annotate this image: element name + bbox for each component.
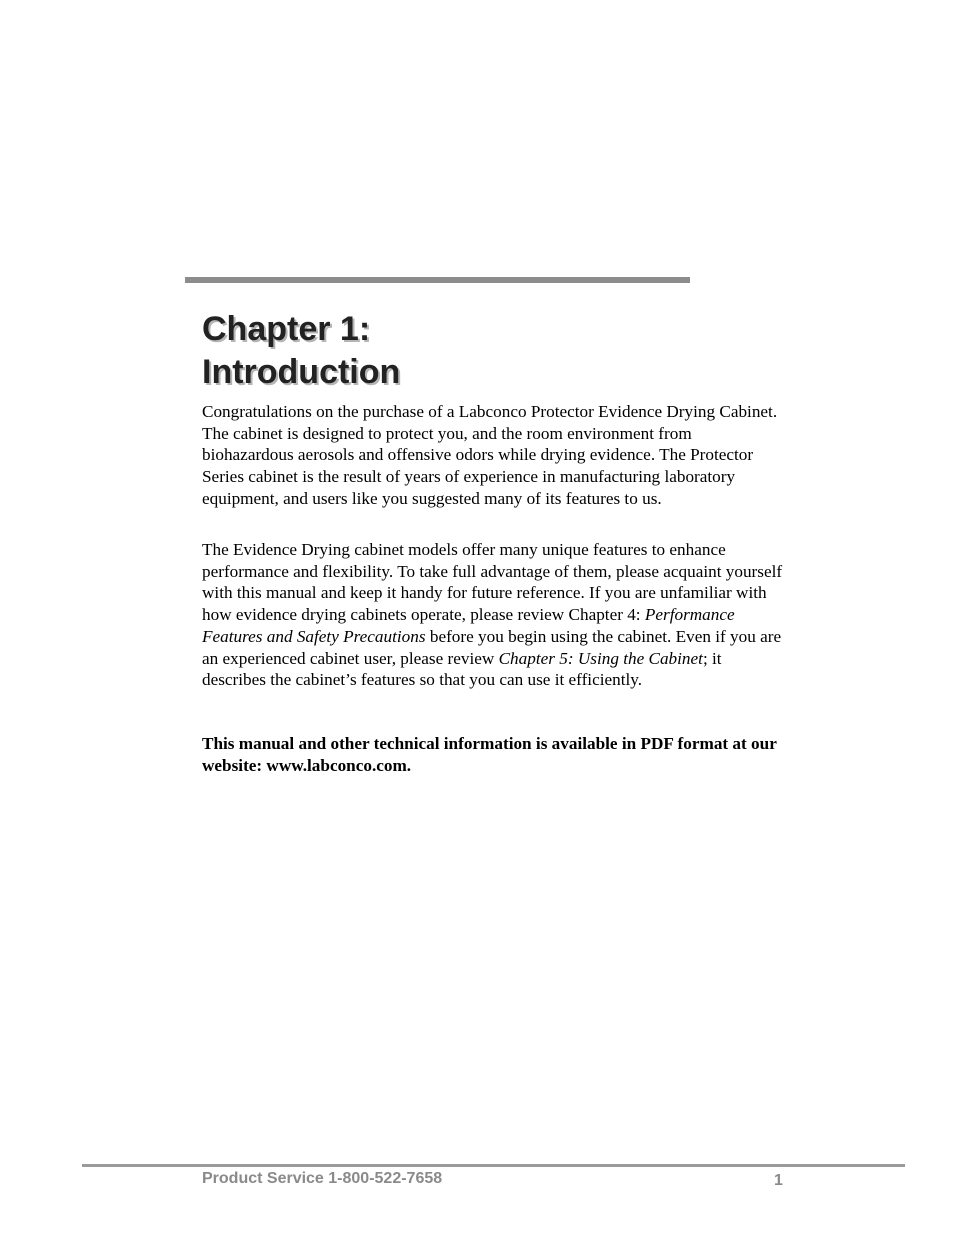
footer-product-service: Product Service 1-800-522-7658 bbox=[202, 1170, 443, 1187]
chapter-top-rule bbox=[185, 277, 690, 283]
chapter-4-reference: Performance Features and Safety Precautions bbox=[202, 605, 735, 646]
intro-paragraph-text: Congratulations on the purchase of a Labconco Protector Evidence Drying Cabinet. The cabinet is designed to protect you, and the room environment from biohazardous aerosols and offensive odors while drying evidence. The Protector Series cabinet is the result of years of experience in manufacturing laboratory equipment, and users like you suggested many of its features to us. bbox=[202, 402, 778, 508]
chapter-number: Chapter 1: bbox=[202, 310, 371, 348]
features-paragraph-text bbox=[202, 539, 787, 691]
features-text-part1: The Evidence Drying cabinet models offer many unique features to enhance performance and flexibility. To take full advantage of them, please acquaint yourself with this manual and keep it handy for future reference. If you are unfamiliar with how evidence drying cabinets operate, please review Chapter 4: bbox=[202, 540, 783, 625]
chapter-name: Introduction bbox=[202, 353, 401, 391]
website-notice bbox=[202, 733, 787, 776]
chapter-title bbox=[202, 308, 400, 394]
features-text-part3: ; it describes the cabinet’s features so that you can use it efficiently. bbox=[202, 648, 722, 690]
features-paragraph bbox=[202, 539, 787, 691]
chapter-5-reference: Chapter 5: Using the Cabinet bbox=[498, 648, 703, 668]
website-notice-text: This manual and other technical information is available in PDF format at our website: www.labconco.com. bbox=[202, 734, 777, 775]
intro-paragraph bbox=[202, 401, 787, 510]
footer-rule bbox=[82, 1164, 905, 1167]
page-number: 1 bbox=[774, 1172, 783, 1189]
features-text-part2: before you begin using the cabinet. Even if you are an experienced cabinet user, please review bbox=[202, 626, 782, 668]
